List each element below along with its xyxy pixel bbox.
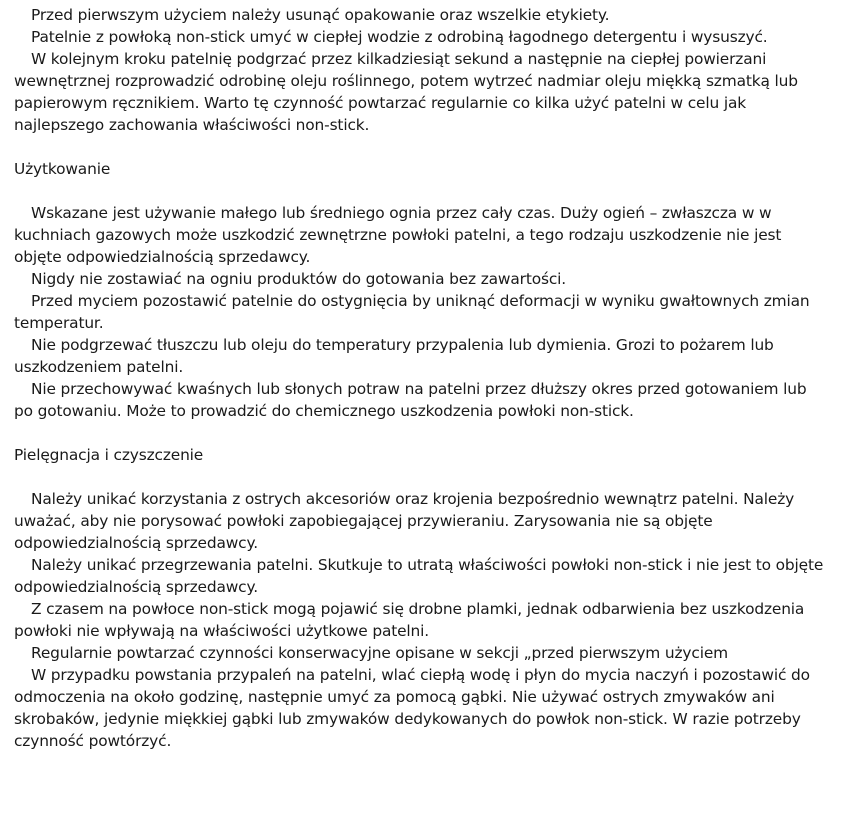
section-care-cleaning (14, 444, 829, 752)
paragraph: Regularnie powtarzać czynności konserwacyjne opisane w sekcji „przed pierwszym użyciem (31, 644, 728, 662)
paragraph: Wskazane jest używanie małego lub średniego ognia przez cały czas. Duży ogień – zwłaszcza w w kuchniach gazowych może uszkodzić zewnętrzne powłoki patelni, a tego rodzaju uszkodzenie nie jest objęte odpowiedzialnością sprzedawcy. (14, 204, 782, 266)
paragraph: W przypadku powstania przypaleń na patelni, wlać ciepłą wodę i płyn do mycia naczyń i pozostawić do odmoczenia na około godzinę, następnie umyć za pomocą gąbki. Nie używać ostrych zmywaków ani skrobaków, jedynie miękkiej gąbki lub zmywaków dedykowanych do powłok non-stick. W razie potrzeby czynność powtórzyć. (14, 666, 810, 750)
paragraph: Nie podgrzewać tłuszczu lub oleju do temperatury przypalenia lub dymienia. Grozi to pożarem lub uszkodzeniem patelni. (14, 336, 774, 376)
paragraph: Należy unikać przegrzewania patelni. Skutkuje to utratą właściwości powłoki non-stick i nie jest to objęte odpowiedzialnością sprzedawcy. (14, 556, 824, 596)
section-usage (14, 158, 829, 422)
paragraph: Z czasem na powłoce non-stick mogą pojawić się drobne plamki, jednak odbarwienia bez uszkodzenia powłoki nie wpływają na właściwości użytkowe patelni. (14, 600, 805, 640)
paragraph: Patelnie z powłoką non-stick umyć w ciepłej wodzie z odrobiną łagodnego detergentu i wysuszyć. (31, 28, 768, 46)
paragraph: Przed myciem pozostawić patelnie do ostygnięcia by uniknąć deformacji w wyniku gwałtownych zmian temperatur. (14, 292, 810, 332)
paragraph: Należy unikać korzystania z ostrych akcesoriów oraz krojenia bezpośrednio wewnątrz patelni. Należy uważać, aby nie porysować powłoki zapobiegającej przywieraniu. Zarysowania nie są objęte odpowiedzialnością sprzedawcy. (14, 490, 795, 552)
section-first-use (14, 4, 829, 136)
section-heading: Pielęgnacja i czyszczenie (14, 446, 204, 464)
paragraph: W kolejnym kroku patelnię podgrzać przez kilkadziesiąt sekund a następnie na ciepłej powierzani wewnętrznej rozprowadzić odrobinę oleju roślinnego, potem wytrzeć nadmiar oleju miękką szmatką lub papierowym ręcznikiem. Warto tę czynność powtarzać regularnie co kilka użyć patelni w celu jak najlepszego zachowania właściwości non-stick. (14, 50, 798, 134)
paragraph: Przed pierwszym użyciem należy usunąć opakowanie oraz wszelkie etykiety. (31, 6, 610, 24)
section-heading: Użytkowanie (14, 160, 111, 178)
paragraph: Nie przechowywać kwaśnych lub słonych potraw na patelni przez dłuższy okres przed gotowaniem lub po gotowaniu. Może to prowadzić do chemicznego uszkodzenia powłoki non-stick. (14, 380, 807, 420)
paragraph: Nigdy nie zostawiać na ogniu produktów do gotowania bez zawartości. (31, 270, 567, 288)
